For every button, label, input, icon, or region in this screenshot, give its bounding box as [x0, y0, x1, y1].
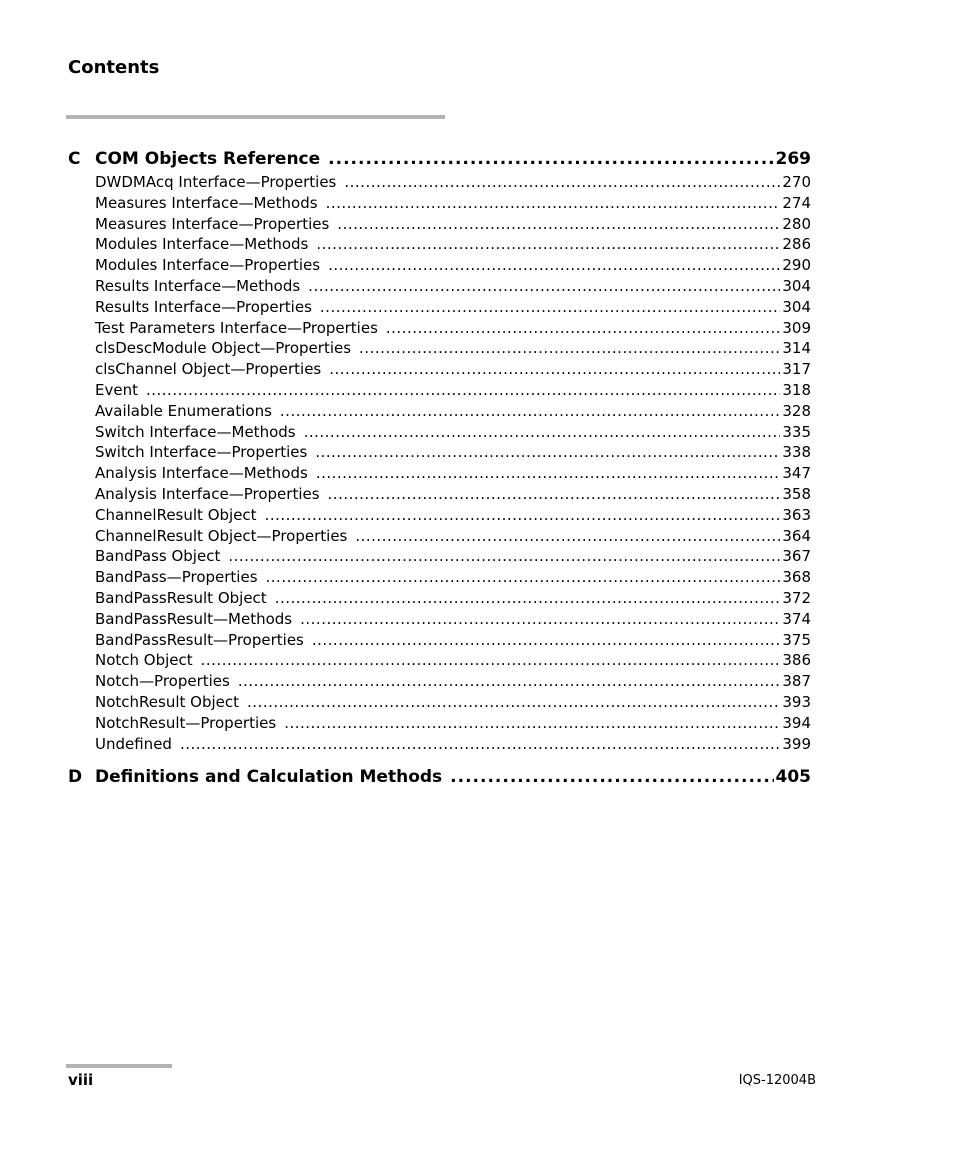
toc-entry-title: Event — [95, 380, 138, 399]
toc-entry[interactable] — [95, 630, 811, 651]
toc-entry[interactable] — [95, 734, 811, 755]
toc-entry[interactable] — [95, 172, 811, 193]
toc-entry[interactable] — [95, 692, 811, 713]
dot-leader — [201, 650, 781, 671]
toc-entry-page-number: 317 — [782, 360, 811, 379]
dot-leader — [315, 442, 780, 463]
toc-entry[interactable] — [95, 588, 811, 609]
toc-entry[interactable] — [95, 526, 811, 547]
toc-entry-title: BandPass—Properties — [95, 568, 258, 587]
toc-entry[interactable] — [95, 442, 811, 463]
dot-leader — [265, 505, 781, 526]
toc-entry-page-number: 363 — [782, 505, 811, 524]
toc-entry-page-number: 274 — [782, 193, 811, 212]
chapter-title: Definitions and Calculation Methods — [95, 767, 443, 788]
dot-leader — [355, 526, 780, 547]
toc-entry-page-number: 309 — [782, 318, 811, 337]
toc-entry[interactable] — [95, 609, 811, 630]
toc-entry-title: Available Enumerations — [95, 401, 272, 420]
toc-entry[interactable] — [95, 193, 811, 214]
toc-entry-title: Measures Interface—Properties — [95, 214, 330, 233]
dot-leader — [328, 255, 780, 276]
toc-entry-page-number: 393 — [782, 692, 811, 711]
toc-entry-title: Undefined — [95, 734, 172, 753]
toc-entry[interactable] — [95, 255, 811, 276]
toc-entry-title: Switch Interface—Methods — [95, 422, 296, 441]
dot-leader — [329, 359, 780, 380]
dot-leader — [146, 380, 780, 401]
toc-entry[interactable] — [95, 713, 811, 734]
dot-leader — [275, 588, 781, 609]
toc-entry-page-number: 270 — [782, 173, 811, 191]
header-rule — [66, 115, 445, 119]
toc-entry-title: Switch Interface—Properties — [95, 443, 308, 462]
toc-entry[interactable] — [95, 318, 811, 339]
toc-entry-page-number: 394 — [782, 713, 811, 732]
toc-entry[interactable] — [95, 463, 811, 484]
toc-entry-page-number: 387 — [782, 672, 811, 691]
toc-entry-page-number: 304 — [782, 276, 811, 295]
toc-entry[interactable] — [95, 650, 811, 671]
toc-entry-title: Results Interface—Properties — [95, 297, 312, 316]
dot-leader — [359, 338, 780, 359]
toc-entry-title: DWDMAcq Interface—Properties — [95, 173, 337, 191]
toc-entry-title: Measures Interface—Methods — [95, 193, 318, 212]
toc-entry-page-number: 318 — [782, 380, 811, 399]
toc-entry-page-number: 338 — [782, 443, 811, 462]
dot-leader — [326, 193, 781, 214]
toc-entry[interactable] — [95, 380, 811, 401]
toc-entry-title: Notch—Properties — [95, 672, 230, 691]
toc-entry-page-number: 335 — [782, 422, 811, 441]
toc-entry-title: BandPassResult—Properties — [95, 630, 304, 649]
chapter-letter: D — [68, 767, 83, 788]
dot-leader — [328, 146, 773, 172]
toc-entry[interactable] — [95, 484, 811, 505]
toc-entry[interactable] — [95, 234, 811, 255]
dot-leader — [316, 463, 781, 484]
toc-entry[interactable] — [95, 671, 811, 692]
toc-entry-title: clsDescModule Object—Properties — [95, 339, 352, 358]
toc-entry[interactable] — [95, 276, 811, 297]
toc-entry-title: Modules Interface—Properties — [95, 256, 321, 275]
toc-entry-page-number: 290 — [782, 256, 811, 275]
toc-entry[interactable] — [95, 505, 811, 526]
dot-leader — [312, 630, 781, 651]
toc-entry-page-number: 347 — [782, 464, 811, 483]
toc-entry[interactable] — [95, 422, 811, 443]
toc-entry-title: Analysis Interface—Methods — [95, 464, 308, 483]
toc-entry-page-number: 386 — [782, 651, 811, 670]
dot-leader — [386, 318, 780, 339]
toc-entry-title: NotchResult Object — [95, 692, 240, 711]
toc-entry-page-number: 399 — [782, 734, 811, 753]
dot-leader — [238, 671, 781, 692]
toc-entry-page-number: 368 — [782, 568, 811, 587]
dot-leader — [337, 214, 780, 235]
chapter-title: COM Objects Reference — [95, 149, 321, 169]
toc-entry-title: Modules Interface—Methods — [95, 235, 309, 254]
toc-entry-page-number: 304 — [782, 297, 811, 316]
toc-entry-title: Test Parameters Interface—Properties — [95, 318, 378, 337]
toc-entry-page-number: 358 — [782, 484, 811, 503]
chapter-page-number: 269 — [775, 149, 811, 169]
dot-leader — [280, 401, 780, 422]
toc-entry[interactable] — [95, 214, 811, 235]
dot-leader — [308, 276, 780, 297]
toc-entry-title: BandPassResult Object — [95, 588, 267, 607]
dot-leader — [304, 422, 781, 443]
toc-entry-page-number: 375 — [782, 630, 811, 649]
toc-entry-title: ChannelResult Object—Properties — [95, 526, 348, 545]
toc-entry-title: BandPassResult—Methods — [95, 609, 293, 628]
dot-leader — [228, 546, 780, 567]
dot-leader — [316, 234, 780, 255]
toc-entry-title: BandPass Object — [95, 547, 221, 566]
toc-entry-page-number: 374 — [782, 609, 811, 628]
dot-leader — [328, 484, 781, 505]
toc-entry[interactable] — [95, 359, 811, 380]
dot-leader — [344, 172, 780, 193]
dot-leader — [320, 297, 780, 318]
toc-entry-title: ChannelResult Object — [95, 505, 257, 524]
toc-entry-page-number: 328 — [782, 401, 811, 420]
toc-entry[interactable] — [95, 338, 811, 359]
dot-leader — [450, 764, 773, 790]
toc-chapter-entry[interactable] — [68, 764, 811, 790]
toc-entry-page-number: 372 — [782, 588, 811, 607]
dot-leader — [284, 713, 780, 734]
footer-rule — [66, 1064, 172, 1068]
toc-entry-title: Results Interface—Methods — [95, 276, 301, 295]
toc-entry-list — [95, 172, 811, 754]
dot-leader — [247, 692, 780, 713]
dot-leader — [180, 734, 780, 755]
footer-page-number: viii — [68, 1071, 94, 1089]
toc-entry[interactable] — [95, 297, 811, 318]
dot-leader — [266, 567, 781, 588]
chapter-letter: C — [68, 149, 81, 169]
chapter-page-number: 405 — [775, 767, 811, 788]
toc-entry-page-number: 364 — [782, 526, 811, 545]
toc-entry-title: NotchResult—Properties — [95, 713, 277, 732]
toc-chapter-entry[interactable] — [68, 146, 811, 172]
toc-entry-page-number: 280 — [782, 214, 811, 233]
footer-document-id: IQS-12004B — [738, 1073, 816, 1088]
toc-entry-title: Analysis Interface—Properties — [95, 484, 320, 503]
toc-entry[interactable] — [95, 401, 811, 422]
page-header-title: Contents — [68, 57, 160, 78]
toc-entry[interactable] — [95, 546, 811, 567]
toc-entry-page-number: 314 — [782, 339, 811, 358]
toc-entry-title: Notch Object — [95, 651, 193, 670]
toc-entry[interactable] — [95, 567, 811, 588]
toc-entry-page-number: 367 — [782, 547, 811, 566]
toc-entry-page-number: 286 — [782, 235, 811, 254]
toc-entry-title: clsChannel Object—Properties — [95, 360, 322, 379]
table-of-contents — [68, 146, 811, 790]
dot-leader — [300, 609, 780, 630]
